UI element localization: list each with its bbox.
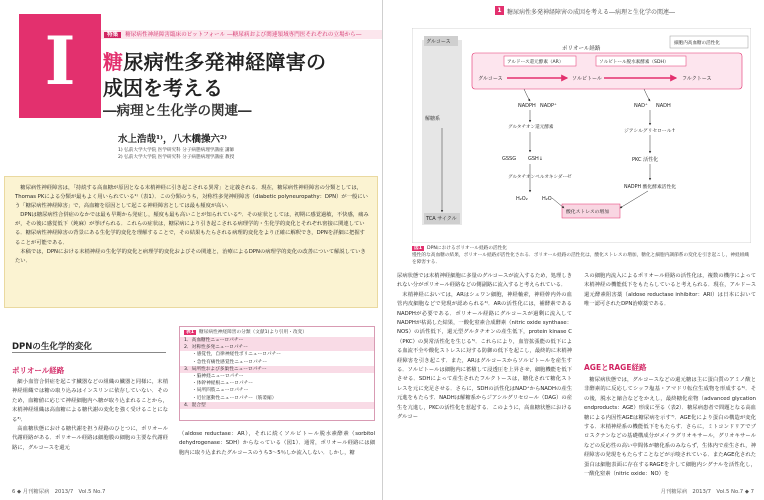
glucose-mid-label: グルコース	[478, 76, 503, 82]
table-caption	[180, 327, 374, 337]
authors: 水上浩哉¹⁾，八木橋操六²⁾	[118, 134, 227, 145]
gr-label: グルタチオン還元酵素	[508, 125, 554, 130]
feature-series: 糖尿病性神経障害臨床のピットフォール ―糖尿病および関連領域専門医それぞれの立場から―	[125, 32, 362, 38]
subsection-heading: ポリオール経路	[12, 366, 65, 375]
body-column-4a	[584, 272, 756, 362]
table-row: 4．混合型	[180, 402, 374, 409]
nad-label: NAD⁺	[634, 103, 648, 109]
figure-caption-description: 慢性的な高血糖の結果，ポリオール経路が活性化される．ポリオール経路の活性化は，酸化ストレスの増加，糖化と細胞内調節系の変化を引き起こし，神経組織を障害する．	[412, 253, 750, 265]
dag-label: ジアシルグリセロール↑	[624, 129, 676, 134]
article-subtitle: ―病理と生化学の関連―	[103, 103, 252, 119]
running-header: 糖尿病性多発神経障害の成因を考える―病理と生化学の関連―	[507, 9, 676, 16]
title-first-char: 糖	[103, 50, 124, 74]
abstract-paragraph: 糖尿病性神経障害は，「持続する高血糖が原因となる末梢神経に引き起こされる異常」と定義される．現在，糖尿病性神経障害の分類としては，Thomas PKによる分類が最もよく用いられている¹⁾（表1）．この分類のうち，対称性多発神経障害（diabetic polyneuropathy：DPN）が一般にいう「糖尿病性神経障害」で，高血糖を原因として起こる神経障害としては最も頻度が高い．	[15, 185, 368, 210]
article-title-line1	[103, 46, 326, 75]
h2o2-label: H₂O₂	[516, 196, 528, 202]
section-badge	[19, 14, 101, 118]
body-paragraph: （aldose reductase：AR），それに続くソルビトール脱水素酵素（sorbitol dehydrogenase：SDH）からなっている（図1）．通常，ポリオール経路には細胞内に取り込まれたグルコースのうち3～5％しか流入しない．しかし，糖	[179, 431, 375, 456]
article-title-line2: 成因を考える	[103, 76, 223, 100]
body-paragraph: 末梢神経においては，ARはシュワン細胞，神経軸索，神経幹内外の血管内皮細胞などで発現が認められる⁴⁾．ARの活性化には，補酵素であるNADPHが必要である．ポリオール経路にグルコースが過剰に流入してNADPHが枯渇した結果，一酸化窒素合成酵素（nitric oxide synthase：NOS）の活性低下，還元型グルタチオンの産生低下，protein kinase C（PKC）の異常活性化を生じる⁵⁾．これらにより，血管拡張能の低下による血流不全や酸化ストレスに対する防御の低下を起こし，最終的に末梢神経障害を引き起こす．また，ARはグルコースからソルビトールを産生する．ソルビトールは細胞内に蓄積して浸透圧を上昇させ，細胞機能を低下させる．SDHによって産生されたフルクトースは，糖化されて糖化ストレスを元に充足させる．さらに，SDHの活性化はNAD⁺からNADHの産生元進をもたらす．NADHは解糖系からジアシルグリセロール（DAG）の産生を亢進し，PKCの活性化を惹起する．このように，高血糖状態におけるグルコー	[397, 291, 572, 421]
ar-label: アルドース還元酵素（AR）	[507, 60, 564, 65]
section-heading: DPNの生化学的変化	[12, 342, 92, 352]
figure-caption	[412, 245, 752, 266]
section-badge-letter: I	[44, 22, 76, 100]
table-row: 1．高血糖性ニューロパチー	[180, 337, 374, 344]
body-column-3	[397, 272, 572, 488]
table-row: ・局所四肢ニューロパチー	[192, 388, 249, 394]
table-row: ・急性有痛性感覚性ニューロパチー	[192, 359, 268, 365]
oxidative-stress-label: 酸化ストレスの増加	[566, 210, 610, 215]
cell-activation-label: 細胞内高血糖の活性化	[674, 41, 720, 46]
folio-left: 6 ◆ 月刊糖尿病 2013/7 Vol.5 No.7	[12, 489, 106, 495]
h2o-label: H₂O	[542, 196, 552, 202]
figure-caption-title: DPNにおけるポリオール経路の活性化	[426, 246, 508, 251]
gpx-label: グルタチオンペルオキシダーゼ	[508, 175, 572, 180]
body-column-1	[12, 378, 168, 488]
sorbitol-label: ソルビトール	[572, 76, 602, 82]
table-row: 2．対称性多発ニューロパチー	[180, 344, 374, 351]
subsection-heading-age: AGEとRAGE経路	[584, 363, 647, 372]
table-row: ・脳神経ニューロパチー	[192, 374, 244, 380]
gssg-label: GSSG	[502, 156, 517, 162]
table-row: 3．局所性および多巣性ニューロパチー	[180, 366, 374, 373]
table-rows	[180, 337, 374, 409]
folio-right: 月刊糖尿病 2013/7 Vol.5 No.7 ◆ 7	[660, 489, 754, 495]
section-rule	[12, 352, 166, 353]
body-paragraph: 高血糖状態における糖代謝を担う経路のひとつに，ポリオール代謝経路がある．ポリオール経路は細胞膜の細胞の主要な代謝経路に，グルコースを還元	[12, 426, 168, 451]
nadh-label: NADH	[656, 103, 671, 109]
fructose-label: フルクトース	[682, 76, 712, 82]
body-paragraph: 細小血管合併症を起こす臓器などの組織の臓器と同様に，末梢神経組織では糖の取り込みはインスリンに依存していない．そのため，血糖値に応じて神経細胞内へ糖が取り込まれることから，末梢神経組織は高血糖による糖代謝の変化を強く受けることになる³⁾．	[12, 379, 168, 423]
abstract-box	[4, 176, 378, 308]
glycolysis-label: 解糖系	[425, 116, 441, 122]
body-paragraph: スの細胞内流入によるポリオール経路の活性化は，複数の機序によって末梢神経の機能低下をもたらしていると考えられる．現在，アルドース還元酵素阻害薬（aldose reductase inhibitor：ARI）は日本において唯一認可されたDPN治療薬である．	[584, 273, 756, 308]
title-rest: 尿病性多発神経障害の	[123, 50, 327, 74]
nadph-label: NADPH	[518, 103, 536, 109]
body-column-2	[179, 430, 375, 488]
nox-label: NADPH 酸化酵素活性化	[624, 185, 677, 190]
nadp-label: NADP⁺	[540, 103, 557, 109]
table-row: ・体幹神経根ニューロパチー	[192, 381, 253, 387]
body-paragraph: 尿病状態では末梢神経細胞に多量のグルコースが流入するため，処理しきれない分がポリオール経路などの側副路に流入すると考えられている．	[397, 273, 572, 289]
feature-series-line	[104, 30, 361, 38]
body-column-4b	[584, 376, 756, 488]
polyol-label: ポリオール経路	[562, 46, 601, 52]
right-page	[382, 0, 764, 500]
gsh-label: GSH↓	[528, 156, 543, 162]
figure-1-diagram	[412, 28, 751, 243]
figure-tag: 図1	[414, 246, 422, 251]
sdh-label: ソルビトール脱水素酵素（SDH）	[599, 60, 669, 65]
header-number: 1	[495, 6, 504, 15]
table-row: ・感覚性，自律神経性ポリニューロパチー	[192, 352, 281, 358]
table-1	[179, 326, 375, 421]
affiliation-1: 1) 弘前大学大学院 医学研究科 分子病態病理学講座 講師	[118, 148, 235, 153]
glucose-left-label: グルコース	[426, 39, 451, 45]
tca-label: TCA サイクル	[426, 216, 457, 222]
abstract-paragraph: DPNは糖尿病性合併症のなかでは最も早期から発症し，頻度も最も高いことが知られている²⁾．その症状としては，初期に感覚過敏，不快感，痛みが，その後に感覚低下（鈍麻）が挙げられる．これらの症状は，糖尿病により引き起こされる病理学的・生化学的変化とそれぞれ密接に関連している．糖尿病性神経障害の背景にある生化学的変化を理解することで，その結果もたらされる病理的変化をより正確に解釈でき，DPNを詳細に把握することが可能である．	[15, 212, 369, 246]
affiliation-2: 2) 弘前大学大学院 医学研究科 分子病態病理学講座 教授	[118, 155, 235, 160]
body-paragraph: 糖尿病状態では，グルコースなどの還元糖は主に蛋白質のアミノ酸と非酵素的に反応してシッフ塩基・アマドリ転位生成物を形成する⁶⁾．その後，脱水と縮合などをかえし，最終糖化産物（advanced glycation endproducts：AGE）形成に至る（表2）．糖尿病患者で問題となる高血糖による内因性AGEは糖尿病を示す⁷⁾．AGE化により蛋白の構造が変化する．末梢神経系の機能低下をもたらす．さらに，ミトコンドリアでブロスクナンなどの基礎構成分がメイラグリオキサール，グリオキサールなどの反応性の高い中間体が糖化系のみならず，生体内で産生され，神経障害の発現をもたらすことなどが示唆されている．またAGE化された蛋白は細胞表面に存在するRAGEを介して細胞内シグナルを活性化し，一酸化窒素（nitric oxide：NO）を	[584, 377, 756, 478]
table-tag: 表1	[186, 330, 194, 335]
table-caption-text: 糖尿病性神経障害の分類（文献1)より引用・改変）	[198, 330, 307, 335]
abstract-paragraph: 本稿では，DPNにおける末梢神経の生化学的変化と病理学的変化およびその関連と，治療によるDPNの病理学的変化の改善について解説していきたい．	[15, 248, 366, 264]
table-row: ・近位運動性ニューロパチー（筋萎縮）	[192, 395, 277, 401]
pkc-label: PKC 活性化	[632, 157, 659, 163]
feature-tag: 特集	[104, 32, 121, 38]
